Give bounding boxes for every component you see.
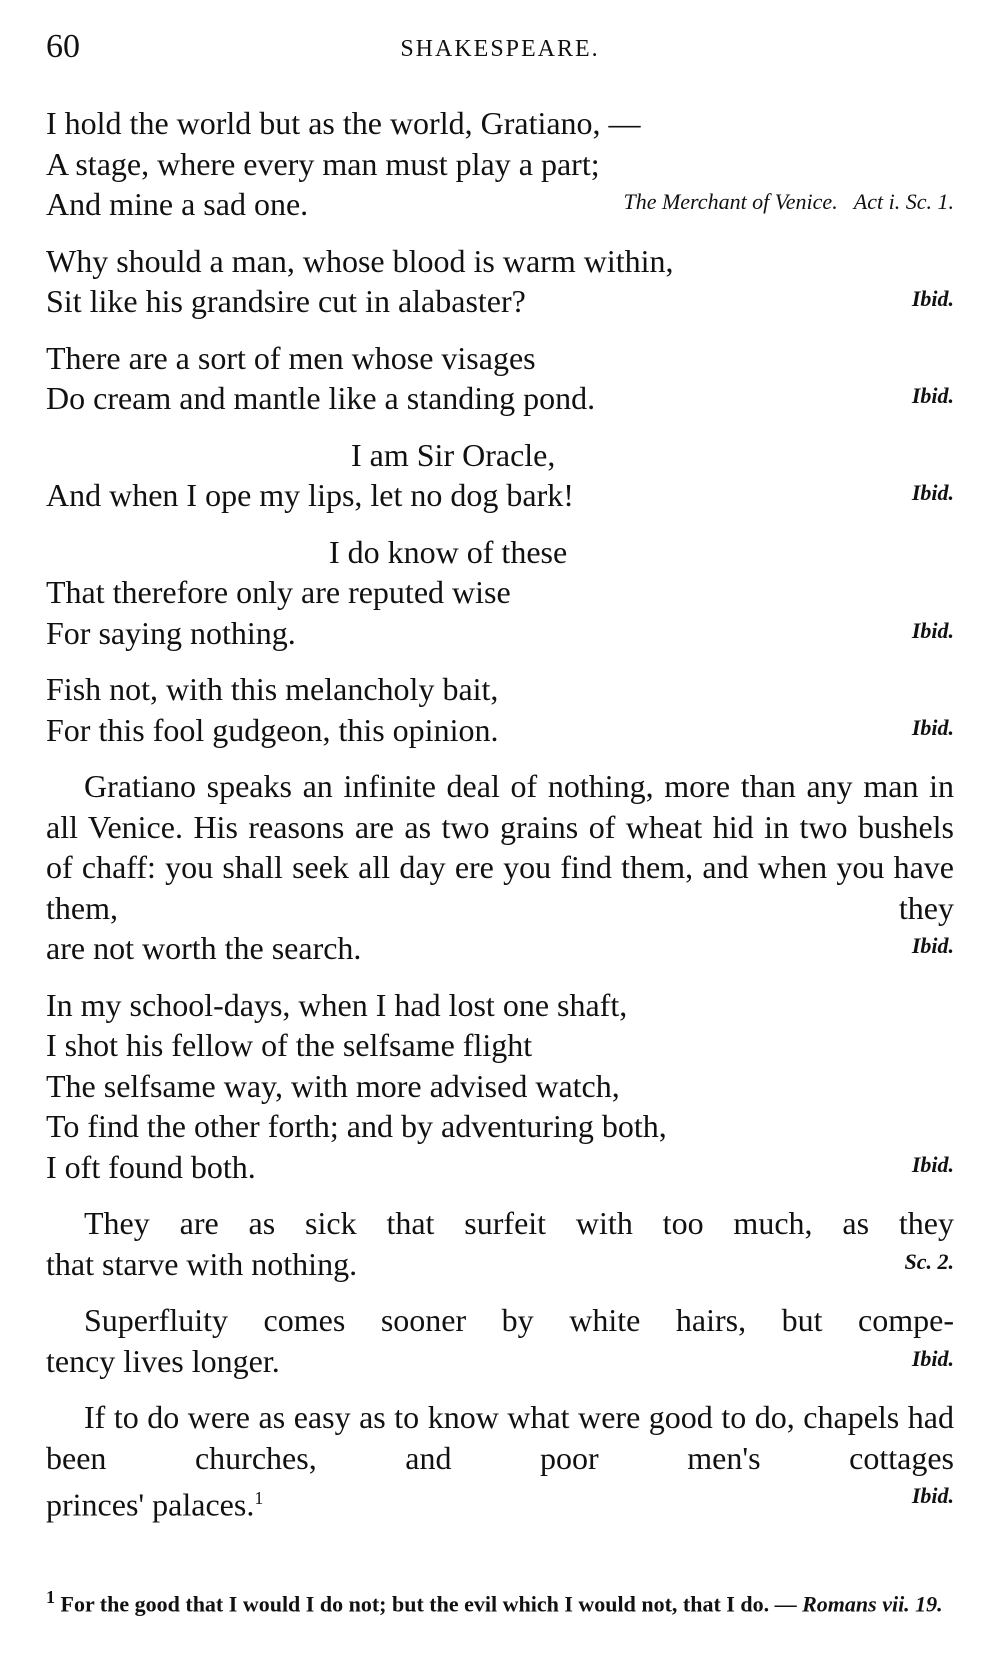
verse-line: That therefore only are reputed wise [46,574,511,610]
page-number: 60 [46,28,80,65]
verse-line: To find the other forth; and by adventuring both, [46,1108,667,1144]
prose-text: Gratiano speaks an infinite deal of nothing, more than any man in all Venice. His reasons are as two grains of wheat hid in two bushels of chaff: you shall seek all day ere you find them, and when you have them, they [46,768,954,926]
verse-line: Do cream and mantle like a standing pond. [46,380,596,416]
verse-line: I hold the world but as the world, Gratiano, — [46,105,641,141]
verse-line: The selfsame way, with more advised watch, [46,1067,620,1104]
quotation [46,985,954,1188]
verse-line: Sit like his grandsire cut in alabaster? [46,283,526,319]
prose-quotation [46,766,954,969]
quotation [46,338,954,419]
footnote-reference[interactable]: 1 [254,1488,264,1508]
source-citation: Ibid. [911,383,954,408]
prose-last-line [46,1341,954,1382]
source-citation: Ibid. [911,1151,954,1177]
source-citation: Ibid. [911,1345,954,1371]
prose-quotation [46,1203,954,1284]
prose-last-text: princes' palaces. [46,1486,255,1523]
verse-line-with-source [46,1147,954,1188]
prose-text: Superfluity comes sooner by white hairs, but compe- [84,1302,954,1338]
verse-line-with-source [46,378,954,419]
source-citation: Ibid. [911,480,954,505]
prose-last-line [46,1244,954,1285]
verse-line-with-source [46,475,954,516]
verse-line-with-source [46,184,954,225]
verse-line: I shot his fellow of the selfsame flight [46,1027,533,1063]
quotation [46,241,954,322]
source-citation: The Merchant of Venice. Act i. Sc. 1. [623,189,954,214]
verse-line: For this fool gudgeon, this opinion. [46,711,499,748]
quotation [46,103,954,225]
running-head: SHAKESPEARE. [400,36,600,62]
source-citation: Ibid. [911,286,954,311]
footnote-mark: 1 [46,1587,55,1607]
prose-quotation [46,1300,954,1381]
verse-line: In my school-days, when I had lost one shaft, [46,986,628,1023]
verse-line: For saying nothing. [46,614,296,651]
verse-line: Fish not, with this melancholy bait, [46,671,499,707]
prose-last-line [46,1478,954,1523]
page-header [46,28,954,72]
footnote-citation: Romans vii. 19. [802,1591,943,1617]
quotation [46,669,954,750]
footnote-text: For the good that I would I do not; but the evil which I would not, that I do. — [60,1591,797,1617]
footnote [46,1582,954,1619]
verse-line: I am Sir Oracle, [351,436,556,473]
quotation [46,532,954,654]
prose-last-text: tency lives longer. [46,1342,280,1379]
verse-line: I do know of these [329,533,568,570]
source-citation: Ibid. [911,617,954,643]
verse-line-with-source [46,710,954,751]
verse-line: I oft found both. [46,1148,256,1185]
verse-line-with-source [46,281,954,322]
prose-last-text: that starve with nothing. [46,1245,358,1282]
prose-text: They are as sick that surfeit with too much, as they [84,1205,954,1241]
source-citation: Ibid. [911,1483,954,1508]
prose-text: If to do were as easy as to know what were good to do, chapels had been churches, and poor men's cottages [46,1399,954,1476]
source-citation: Ibid. [911,933,954,958]
verse-line: And when I ope my lips, let no dog bark! [46,477,574,513]
quotation [46,435,954,516]
verse-line: A stage, where every man must play a part; [46,145,600,182]
verse-line: Why should a man, whose blood is warm within, [46,242,674,279]
prose-last-text: are not worth the search. [46,930,362,966]
source-citation: Ibid. [911,714,954,740]
page-body [46,103,954,1535]
source-citation: Sc. 2. [904,1248,954,1274]
prose-quotation [46,1397,954,1523]
verse-line: There are a sort of men whose visages [46,339,536,376]
verse-line-with-source [46,613,954,654]
verse-line: And mine a sad one. [46,186,309,222]
prose-last-line [46,928,954,969]
